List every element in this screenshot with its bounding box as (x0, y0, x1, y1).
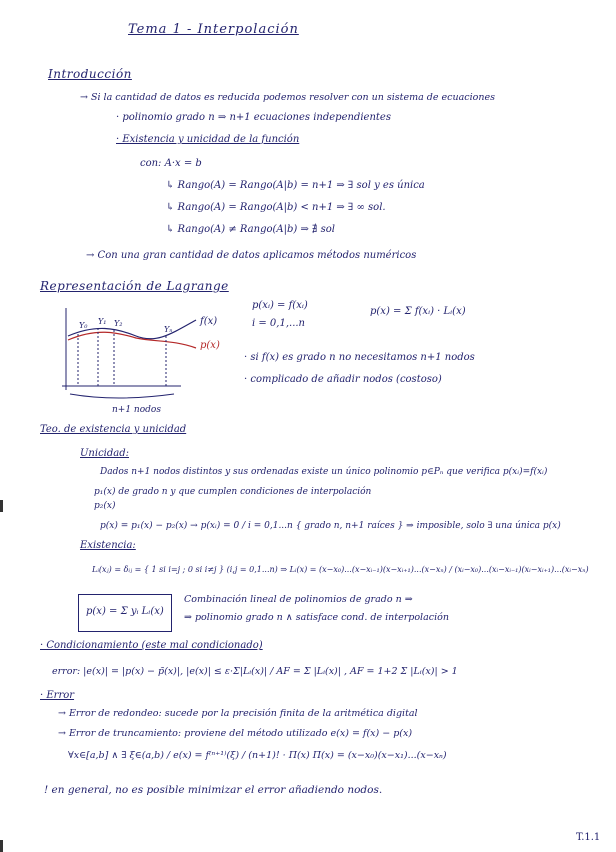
unicidad-heading: Unicidad: (80, 448, 129, 459)
graph-label-y0: Y₀ (79, 321, 88, 330)
error-line-2: → Error de truncamiento: proviene del método utilizado e(x) = f(x) − p(x) (58, 728, 413, 739)
intro-line-4: con: A·x = b (140, 158, 202, 169)
lagrange-note-1: · si f(x) es grado n no necesitamos n+1 nodos (244, 352, 475, 363)
existencia-line-2: Combinación lineal de polinomios de grado n ⇒ (184, 594, 413, 605)
lagrange-system-2: i = 0,1,...n (252, 318, 305, 329)
intro-line-5: → Con una gran cantidad de datos aplicamos métodos numéricos (86, 250, 417, 261)
existencia-line-3: ⇒ polinomio grado n ∧ satisface cond. de interpolación (184, 612, 449, 623)
intro-line-2: · polinomio grado n ⇒ n+1 ecuaciones independientes (116, 112, 391, 123)
graph-label-y1: Y₁ (98, 317, 107, 326)
cond-line: error: |e(x)| = |p(x) − p̃(x)|, |e(x)| ≤ ε·Σ|Lᵢ(x)| / AF = Σ |Lᵢ(x)| , AF = 1+2 Σ |Lᵢ(x)| > 1 (52, 666, 458, 677)
lagrange-heading: Representación de Lagrange (40, 279, 229, 293)
graph-label-yn: Yₙ (164, 325, 173, 334)
page-title: Tema 1 - Interpolación (128, 22, 299, 37)
unicidad-line-3: p₂(x) (94, 501, 116, 511)
intro-heading: Introducción (48, 67, 132, 81)
graph-label-p: p(x) (200, 340, 220, 351)
cond-heading: · Condicionamiento (este mal condicionado) (40, 640, 263, 651)
margin-mark-1 (0, 500, 3, 512)
lagrange-formula: p(x) = Σ f(xᵢ) · Lᵢ(x) (370, 306, 466, 317)
lagrange-note-2: · complicado de añadir nodos (costoso) (244, 374, 442, 385)
error-line-1: → Error de redondeo: sucede por la precisión finita de la aritmética digital (58, 708, 418, 719)
lagrange-result-formula: p(x) = Σ yᵢ Lᵢ(x) (86, 606, 164, 617)
intro-line-1: → Si la cantidad de datos es reducida podemos resolver con un sistema de ecuaciones (80, 92, 495, 103)
error-line-4: ! en general, no es posible minimizar el error añadiendo nodos. (44, 784, 383, 796)
error-heading: · Error (40, 690, 75, 701)
error-line-3: ∀x∈[a,b] ∧ ∃ ξ∈(a,b) / e(x) = f⁽ⁿ⁺¹⁾(ξ) / (n+1)! · Π(x) Π(x) = (x−x₀)(x−x₁)...(x−xₙ) (68, 750, 447, 761)
intro-line-3: · Existencia y unicidad de la función (116, 134, 300, 145)
unicidad-line-2: p₁(x) de grado n y que cumplen condiciones de interpolación (94, 487, 372, 497)
intro-case-2: ↳ Rango(A) = Rango(A|b) < n+1 ⇒ ∃ ∞ sol. (166, 202, 386, 213)
intro-case-3: ↳ Rango(A) ≠ Rango(A|b) ⇒ ∄ sol (166, 224, 335, 235)
lagrange-system-1: p(xᵢ) = f(xᵢ) (252, 300, 308, 311)
margin-mark-2 (0, 840, 3, 852)
graph-label-y2: Y₂ (114, 319, 123, 328)
graph-label-nodes: n+1 nodos (112, 405, 161, 415)
theorem-heading: Teo. de existencia y unicidad (40, 424, 187, 435)
page-number: T.1.1 (576, 832, 601, 843)
graph-label-f: f(x) (200, 316, 218, 327)
unicidad-line-1: Dados n+1 nodos distintos y sus ordenadas existe un único polinomio p∈Pₙ que verifica p(xᵢ)=f(xᵢ) (100, 467, 548, 477)
intro-case-1: ↳ Rango(A) = Rango(A|b) = n+1 ⇒ ∃ sol y es única (166, 180, 425, 191)
existencia-line-1: Lᵢ(xⱼ) = δᵢⱼ = { 1 si i=j ; 0 si i≠j } (i,j = 0,1...n) ⇒ Lᵢ(x) = (x−x₀)...(x−xᵢ₋₁)(x−xᵢ₊₁)...(x−xₙ) / (xᵢ−x₀)...(xᵢ−xᵢ₋₁)(xᵢ−xᵢ₊₁)...(xᵢ−xₙ) (92, 565, 589, 574)
existencia-heading: Existencia: (80, 540, 136, 551)
unicidad-line-4: p(x) = p₁(x) − p₂(x) → p(xᵢ) = 0 / i = 0,1...n { grado n, n+1 raíces } ⇒ imposible, solo ∃ una única p(x) (100, 521, 561, 531)
